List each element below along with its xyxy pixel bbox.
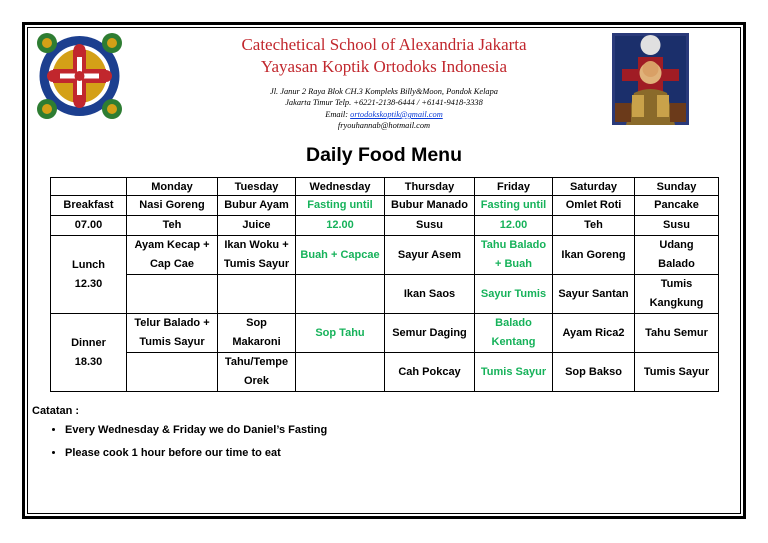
cell-text: Nasi Goreng xyxy=(139,199,205,211)
cell-text: Sayur Asem xyxy=(397,248,462,261)
menu-cell xyxy=(218,275,296,314)
menu-cell xyxy=(553,236,635,275)
table-row xyxy=(51,236,719,275)
email-label: Email: xyxy=(325,110,351,119)
cell-text: Breakfast xyxy=(63,199,114,211)
cell-text: 12.30 xyxy=(74,277,103,290)
table-row xyxy=(51,353,719,392)
cell-text: Sayur Tumis xyxy=(480,287,547,300)
menu-cell xyxy=(553,353,635,392)
cell-text: Cah Pokcay xyxy=(398,365,461,378)
cell-text: Udang xyxy=(659,239,694,251)
cell-text: Sop Tahu xyxy=(315,326,365,339)
menu-cell xyxy=(218,196,296,216)
table-row xyxy=(51,196,719,216)
cell-text: Ikan Saos xyxy=(403,287,456,300)
cell-text: Telur Balado + xyxy=(134,317,210,329)
menu-cell xyxy=(218,314,296,353)
menu-cell xyxy=(553,196,635,216)
email-secondary: fryouhannab@hotmail.com xyxy=(337,121,431,130)
menu-cell xyxy=(218,236,296,275)
cell-text: + Buah xyxy=(495,258,532,270)
menu-cell xyxy=(296,353,385,392)
cell-text: Ayam Kecap + xyxy=(134,239,210,251)
table-header-row xyxy=(51,178,719,196)
menu-cell xyxy=(635,196,719,216)
menu-cell xyxy=(127,275,218,314)
meal-label-cell xyxy=(51,236,127,314)
school-name-line1: Catechetical School of Alexandria Jakarta xyxy=(241,35,527,54)
day-header-tuesday: Tuesday xyxy=(218,178,296,196)
corner-cell xyxy=(51,178,127,196)
menu-cell xyxy=(296,314,385,353)
cell-text: Tumis Sayur xyxy=(139,336,205,348)
cell-text: Fasting until xyxy=(307,199,373,211)
list-item: • Please cook 1 hour before our time to eat xyxy=(65,447,327,459)
cell-text: 18.30 xyxy=(74,355,103,368)
menu-cell xyxy=(635,275,719,314)
cell-text: Sayur Santan xyxy=(558,287,629,300)
cell-text: Buah + Capcae xyxy=(300,248,380,261)
address-line2: Jakarta Timur Telp. +6221-2138-6444 / +6141-9418-3338 xyxy=(285,98,483,107)
menu-cell xyxy=(475,275,553,314)
table-row xyxy=(51,314,719,353)
cell-text: Bubur Ayam xyxy=(224,199,289,211)
cell-text: Susu xyxy=(663,219,690,231)
cell-text: Cap Cae xyxy=(149,258,195,270)
cell-text: 07.00 xyxy=(74,219,103,231)
cell-text: Makaroni xyxy=(232,336,281,348)
meal-label-cell xyxy=(51,216,127,236)
menu-cell xyxy=(385,353,475,392)
cell-text: Ayam Rica2 xyxy=(562,326,625,339)
cell-text: Tumis Sayur xyxy=(223,258,290,270)
table-row xyxy=(51,275,719,314)
cell-text: Tumis Sayur xyxy=(643,365,710,378)
notes-list xyxy=(48,424,327,470)
menu-cell xyxy=(218,353,296,392)
email-line xyxy=(150,109,618,120)
cell-text: Semur Daging xyxy=(392,326,467,339)
cell-text: Omlet Roti xyxy=(565,199,622,211)
menu-cell xyxy=(296,236,385,275)
cell-text: Orek xyxy=(243,375,270,387)
menu-cell xyxy=(296,216,385,236)
cell-text: Sop Bakso xyxy=(565,365,622,378)
menu-cell xyxy=(385,314,475,353)
menu-cell xyxy=(127,314,218,353)
menu-cell xyxy=(553,275,635,314)
table-row xyxy=(51,216,719,236)
menu-cell xyxy=(553,314,635,353)
menu-cell xyxy=(635,236,719,275)
menu-cell xyxy=(475,314,553,353)
cell-text: 12.00 xyxy=(499,219,528,231)
cell-text: Juice xyxy=(242,219,271,231)
table-body xyxy=(51,196,719,392)
menu-cell xyxy=(127,353,218,392)
day-header-wednesday: Wednesday xyxy=(296,178,385,196)
menu-cell xyxy=(385,196,475,216)
menu-cell xyxy=(385,216,475,236)
cell-text: Balado xyxy=(658,258,695,270)
menu-cell xyxy=(635,216,719,236)
day-header-sunday: Sunday xyxy=(635,178,719,196)
day-header-friday: Friday xyxy=(475,178,553,196)
cell-text: Tahu Balado xyxy=(480,239,547,251)
food-menu-table xyxy=(50,177,719,392)
coptic-cross-emblem-icon xyxy=(33,31,126,121)
address-line1: Jl. Janur 2 Raya Blok CH.3 Kompleks Billy&Moon, Pondok Kelapa xyxy=(270,87,498,96)
menu-cell xyxy=(218,216,296,236)
cell-text: Tumis xyxy=(660,278,693,290)
cell-text: Susu xyxy=(416,219,443,231)
cell-text: Tahu Semur xyxy=(645,326,708,339)
cell-text: Fasting until xyxy=(480,199,547,211)
day-header-thursday: Thursday xyxy=(385,178,475,196)
day-header-monday: Monday xyxy=(127,178,218,196)
menu-cell xyxy=(475,216,553,236)
meal-label-cell xyxy=(51,196,127,216)
cell-text: 12.00 xyxy=(326,219,354,231)
notes-label: Catatan : xyxy=(32,405,80,417)
cell-text: Teh xyxy=(584,219,603,231)
menu-cell xyxy=(296,196,385,216)
email-link[interactable]: ortodokskoptik@gmail.com xyxy=(350,110,443,119)
cell-text: Pancake xyxy=(654,199,699,211)
cell-text: Sop xyxy=(246,317,267,329)
cell-text: Tahu/Tempe xyxy=(224,356,289,368)
menu-cell xyxy=(385,275,475,314)
cell-text: Ikan Woku + xyxy=(224,239,289,251)
page-title: Daily Food Menu xyxy=(306,144,462,166)
cell-text: Tumis Sayur xyxy=(480,365,547,378)
meal-label-cell xyxy=(51,314,127,392)
cell-text: Ikan Goreng xyxy=(561,248,626,261)
school-name-line2: Yayasan Koptik Ortodoks Indonesia xyxy=(260,57,508,76)
cell-text: Lunch xyxy=(72,258,105,271)
menu-cell xyxy=(553,216,635,236)
list-item: • Every Wednesday & Friday we do Daniel’s Fasting xyxy=(65,424,327,436)
menu-cell xyxy=(475,196,553,216)
menu-cell xyxy=(475,236,553,275)
cell-text: Balado xyxy=(495,317,532,329)
cell-text: Kangkung xyxy=(649,297,704,309)
menu-cell xyxy=(635,314,719,353)
menu-cell xyxy=(296,275,385,314)
cell-text: Bubur Manado xyxy=(391,199,468,211)
cell-text: Kentang xyxy=(491,336,536,348)
menu-cell xyxy=(475,353,553,392)
cell-text: Teh xyxy=(162,219,182,231)
menu-cell xyxy=(127,196,218,216)
menu-cell xyxy=(127,236,218,275)
day-header-saturday: Saturday xyxy=(553,178,635,196)
menu-cell xyxy=(127,216,218,236)
menu-cell xyxy=(385,236,475,275)
cell-text: Dinner xyxy=(71,336,106,349)
menu-cell xyxy=(635,353,719,392)
